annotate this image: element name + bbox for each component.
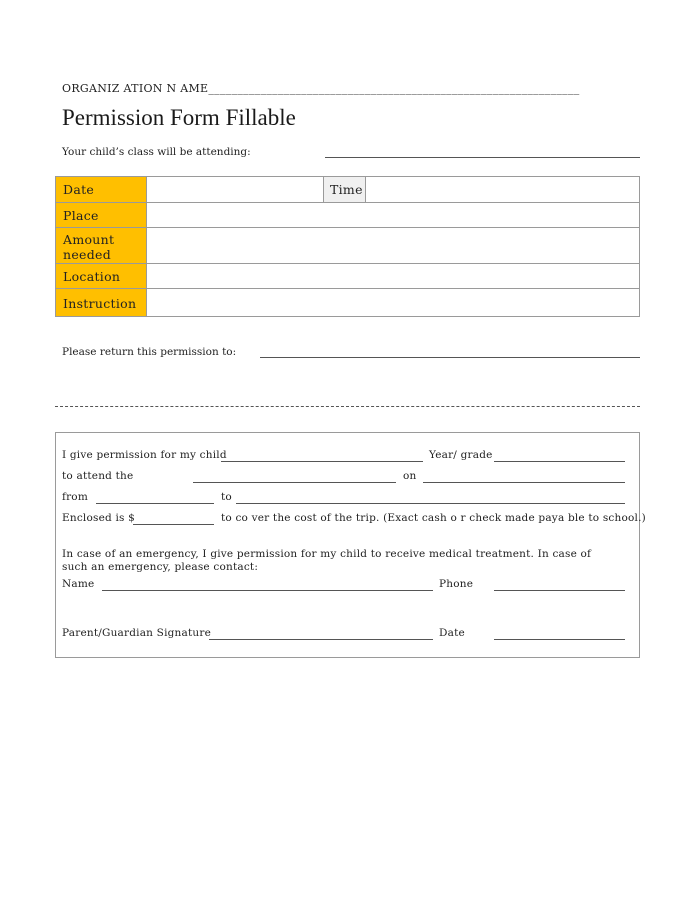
contact-name-input-line[interactable] xyxy=(102,590,433,591)
year-grade-label: Year/ grade xyxy=(429,449,493,461)
enclosed-amount-input-line[interactable] xyxy=(133,524,214,525)
date-field[interactable] xyxy=(147,177,323,202)
cut-line xyxy=(55,406,640,407)
year-grade-input-line[interactable] xyxy=(494,461,625,462)
amount-needed-field[interactable] xyxy=(147,228,639,263)
to-input-line[interactable] xyxy=(236,503,625,504)
signature-input-line[interactable] xyxy=(209,639,433,640)
event-input-line[interactable] xyxy=(193,482,396,483)
signature-label: Parent/Guardian Signature xyxy=(62,627,211,639)
place-label: Place xyxy=(56,203,147,227)
place-row xyxy=(56,202,639,227)
from-label: from xyxy=(62,491,88,503)
organization-name-label: ORGANIZ ATION N AME________________________________________________________________ xyxy=(62,82,580,95)
location-field[interactable] xyxy=(147,264,639,288)
time-label: Time xyxy=(323,177,366,202)
attend-the-label: to attend the xyxy=(62,470,134,482)
time-field[interactable] xyxy=(366,177,639,202)
amount-needed-label: Amount needed xyxy=(56,228,147,263)
page-title: Permission Form Fillable xyxy=(62,105,296,130)
trip-details-table xyxy=(55,176,640,317)
on-label: on xyxy=(403,470,417,482)
enclosed-label: Enclosed is $ xyxy=(62,512,136,524)
instruction-label: Instruction xyxy=(56,289,147,316)
return-to-label: Please return this permission to: xyxy=(62,346,237,358)
give-permission-label: I give permission for my child xyxy=(62,449,227,461)
phone-input-line[interactable] xyxy=(494,590,625,591)
amount-row xyxy=(56,227,639,263)
return-to-input-line[interactable] xyxy=(260,357,640,358)
instruction-field[interactable] xyxy=(147,289,639,316)
emergency-text: In case of an emergency, I give permission for my child to receive medical treatment. In case of such an emergency, please contact: xyxy=(62,548,592,573)
permission-slip xyxy=(55,432,640,658)
signature-date-input-line[interactable] xyxy=(494,639,625,640)
attending-input-line[interactable] xyxy=(325,157,640,158)
child-name-input-line[interactable] xyxy=(221,461,423,462)
phone-label: Phone xyxy=(439,578,474,590)
date-row xyxy=(56,177,639,202)
signature-date-label: Date xyxy=(439,627,465,639)
cover-cost-text: to co ver the cost of the trip. (Exact cash o r check made paya ble to school.) xyxy=(221,512,646,524)
contact-name-label: Name xyxy=(62,578,95,590)
event-date-input-line[interactable] xyxy=(423,482,625,483)
to-label: to xyxy=(221,491,232,503)
from-input-line[interactable] xyxy=(96,503,214,504)
location-label: Location xyxy=(56,264,147,288)
date-label: Date xyxy=(56,177,147,202)
attending-label: Your child’s class will be attending: xyxy=(62,146,251,158)
location-row xyxy=(56,263,639,288)
instruction-row xyxy=(56,288,639,316)
place-field[interactable] xyxy=(147,203,639,227)
